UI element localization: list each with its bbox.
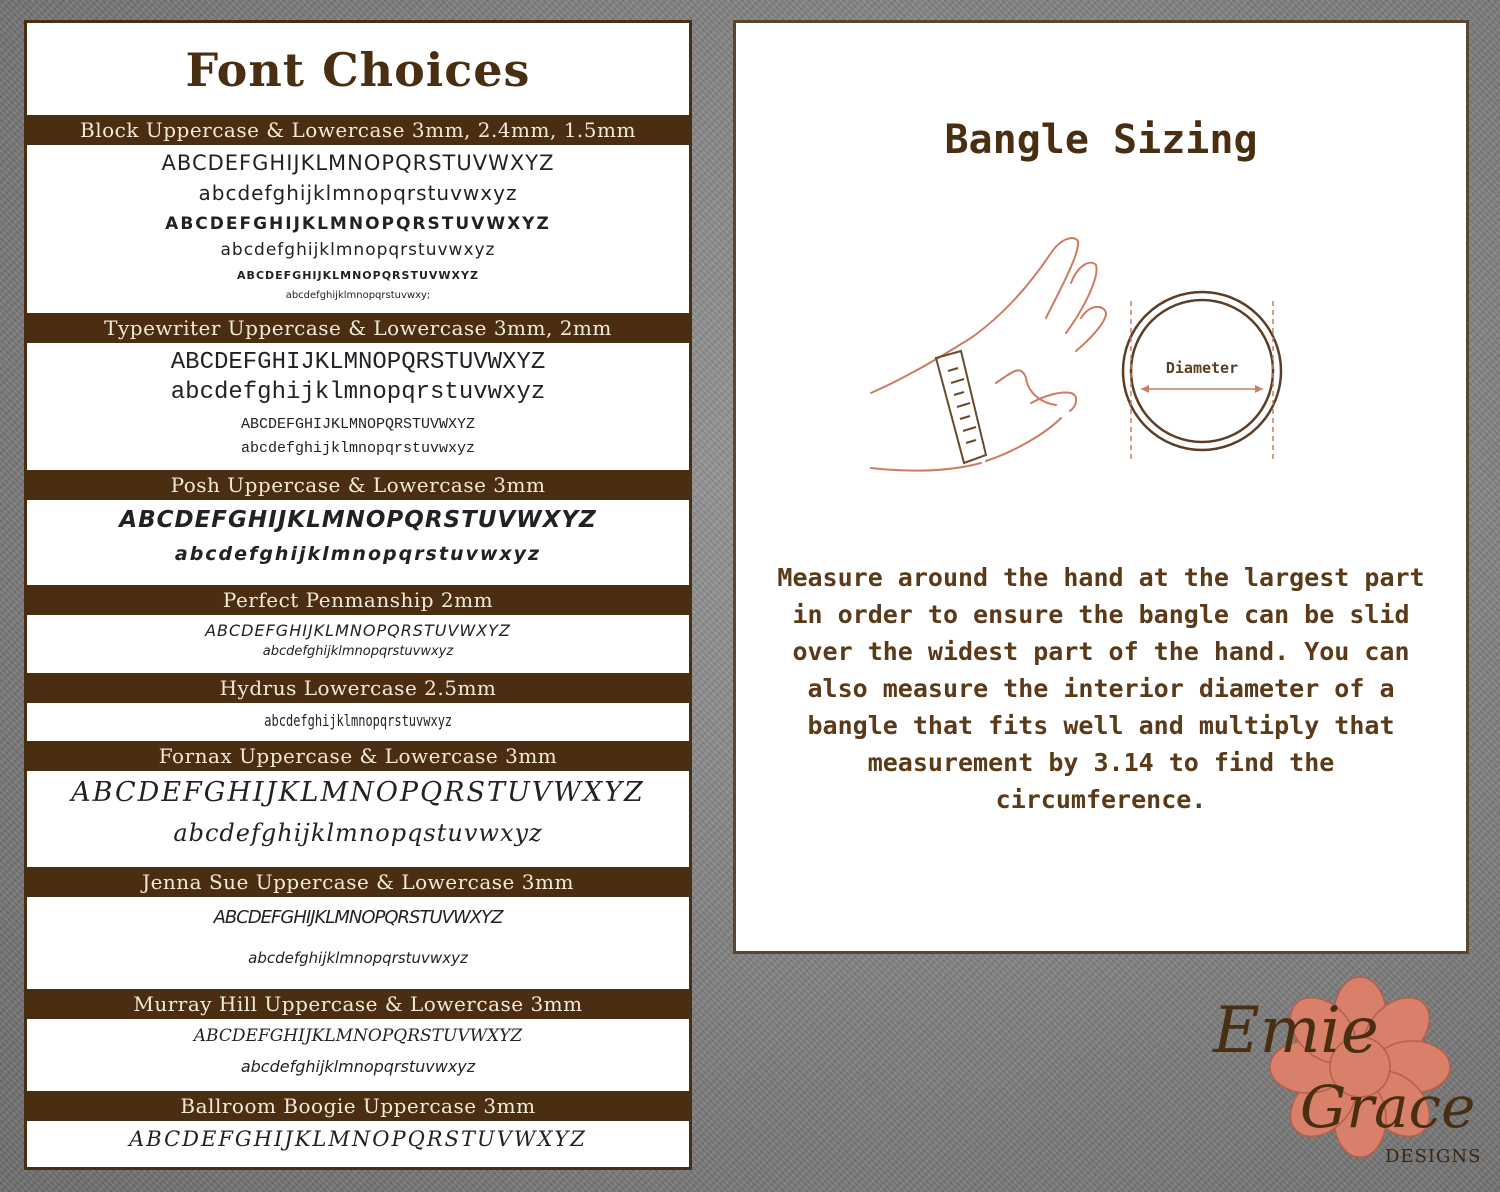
- section-header-hydrus: Hydrus Lowercase 2.5mm: [27, 673, 689, 703]
- sample-penmanship-lower: abcdefghijklmnopqrstuvwxyz: [262, 644, 454, 659]
- font-choices-title: Font Choices: [185, 43, 531, 97]
- section-header-posh: Posh Uppercase & Lowercase 3mm: [27, 470, 689, 500]
- bangle-sizing-panel: [733, 20, 1469, 954]
- section-header-typewriter: Typewriter Uppercase & Lowercase 3mm, 2mm: [27, 313, 689, 343]
- section-header-block: Block Uppercase & Lowercase 3mm, 2.4mm, 1.5mm: [27, 115, 689, 145]
- diameter-label: Diameter: [1165, 359, 1239, 377]
- bangle-circle-icon: [1123, 292, 1281, 463]
- section-header-ballroom-boogie: Ballroom Boogie Uppercase 3mm: [27, 1091, 689, 1121]
- hand-measurement-illustration: [856, 223, 1336, 483]
- sample-penmanship-upper: ABCDEFGHIJKLMNOPQRSTUVWXYZ: [205, 621, 511, 640]
- section-header-fornax: Fornax Uppercase & Lowercase 3mm: [27, 741, 689, 771]
- sample-jenna-sue-lower: abcdefghijklmnopqrstuvwxyz: [248, 949, 468, 967]
- sample-jenna-sue-upper: ABCDEFGHIJKLMNOPQRSTUVWXYZ: [213, 907, 503, 928]
- logo-line-emie: Emie: [1213, 994, 1379, 1068]
- sample-posh-upper: ABCDEFGHIJKLMNOPQRSTUVWXYZ: [119, 507, 597, 533]
- sample-fornax-lower: abcdefghijklmnopqstuvwxyz: [173, 819, 543, 847]
- sample-block-upper-3mm: ABCDEFGHIJKLMNOPQRSTUVWXYZ: [161, 151, 555, 175]
- sample-typewriter-lower-3mm: abcdefghijklmnopqrstuvwxyz: [170, 379, 546, 406]
- sample-block-lower-2-4mm: abcdefghijklmnopqrstuvwxyz: [220, 240, 496, 260]
- sample-typewriter-upper-2mm: ABCDEFGHIJKLMNOPQRSTUVWXYZ: [240, 416, 476, 433]
- sample-block-upper-1-5mm: ABCDEFGHIJKLMNOPQRSTUVWXYZ: [237, 269, 479, 282]
- section-header-murray-hill: Murray Hill Uppercase & Lowercase 3mm: [27, 989, 689, 1019]
- measuring-tape-icon: [936, 351, 986, 463]
- bangle-sizing-instructions: Measure around the hand at the largest part in order to ensure the bangle can be slid over the widest part of the hand. You can also measure the interior diameter of a bangle that fits well and multiply that measurement by 3.14 to find the circumference.: [777, 563, 1425, 814]
- logo-line-grace: Grace: [1300, 1073, 1476, 1141]
- bangle-sizing-title: Bangle Sizing: [944, 117, 1258, 163]
- sample-murray-hill-upper: ABCDEFGHIJKLMNOPQRSTUVWXYZ: [193, 1026, 523, 1046]
- sample-hydrus-lower: [27, 711, 689, 730]
- sample-fornax-upper: ABCDEFGHIJKLMNOPQRSTUVWXYZ: [71, 777, 645, 808]
- sample-typewriter-upper-3mm: ABCDEFGHIJKLMNOPQRSTUVWXYZ: [170, 349, 546, 376]
- hand-icon: [871, 238, 1106, 471]
- sample-block-upper-2-4mm: ABCDEFGHIJKLMNOPQRSTUVWXYZ: [165, 214, 551, 234]
- section-header-perfect-penmanship: Perfect Penmanship 2mm: [27, 585, 689, 615]
- sample-typewriter-lower-2mm: abcdefghijklmnopqrstuvwxyz: [240, 440, 476, 457]
- sample-hydrus-text: abcdefghijklmnopqrstuvwxyz: [264, 711, 452, 730]
- sample-posh-lower: abcdefghijklmnopqrstuvwxyz: [174, 543, 542, 565]
- sample-block-lower-1-5mm: abcdefghijklmnopqrstuvwxy;: [285, 290, 431, 301]
- sample-block-lower-3mm: abcdefghijklmnopqrstuvwxyz: [198, 181, 518, 205]
- font-choices-panel: [24, 20, 692, 1170]
- section-header-jenna-sue: Jenna Sue Uppercase & Lowercase 3mm: [27, 867, 689, 897]
- emie-grace-designs-logo: [1205, 962, 1490, 1177]
- sample-murray-hill-lower: abcdefghijklmnopqrstuvwxyz: [240, 1057, 476, 1076]
- logo-line-designs: DESIGNS: [1385, 1146, 1482, 1167]
- sample-ballroom-boogie-upper: ABCDEFGHIJKLMNOPQRSTUVWXYZ: [129, 1127, 587, 1151]
